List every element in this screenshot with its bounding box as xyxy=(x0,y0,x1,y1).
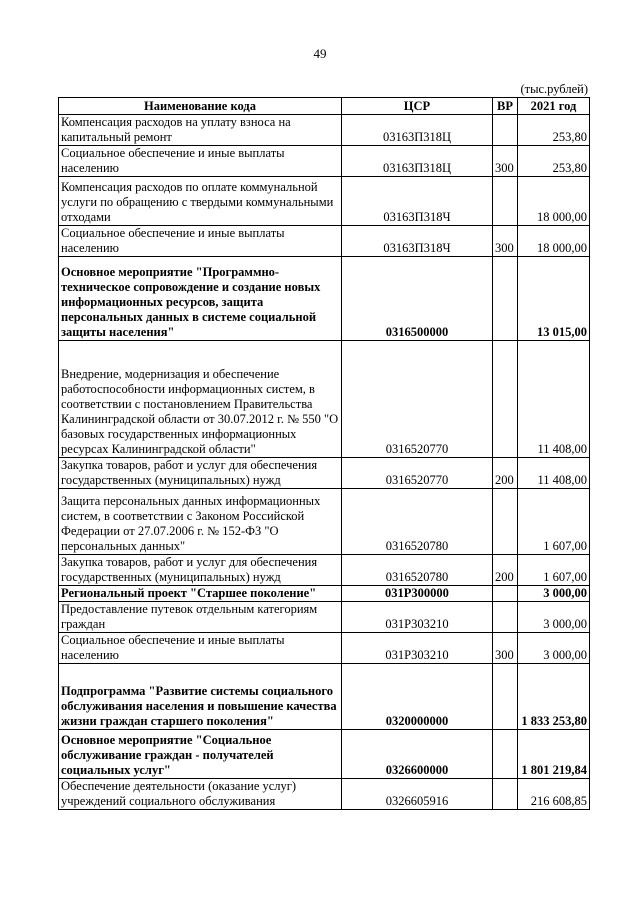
row-csr: 0326600000 xyxy=(342,730,493,779)
page-number: 49 xyxy=(313,46,327,61)
row-csr: 03163П318Ч xyxy=(342,177,493,226)
row-vr xyxy=(493,177,518,226)
row-vr xyxy=(493,489,518,555)
row-vr xyxy=(493,664,518,730)
row-name: Защита персональных данных информационных систем, в соответствии с Законом Российской Федерации от 27.07.2006 г. № 152-ФЗ "О персональных данных" xyxy=(59,489,342,555)
row-amount: 18 000,00 xyxy=(518,226,590,257)
row-amount: 1 833 253,80 xyxy=(518,664,590,730)
row-name: Социальное обеспечение и иные выплаты населению xyxy=(59,146,342,177)
table-row xyxy=(59,341,590,458)
row-amount: 1 801 219,84 xyxy=(518,730,590,779)
table-row xyxy=(59,489,590,555)
row-name: Обеспечение деятельности (оказание услуг) учреждений социального обслуживания xyxy=(59,779,342,810)
row-name: Компенсация расходов на уплату взноса на капитальный ремонт xyxy=(59,115,342,146)
row-amount: 216 608,85 xyxy=(518,779,590,810)
table-row xyxy=(59,779,590,810)
table-row xyxy=(59,633,590,664)
row-name: Социальное обеспечение и иные выплаты населению xyxy=(59,226,342,257)
row-name: Основное мероприятие "Социальное обслуживание граждан - получателей социальных услуг" xyxy=(59,730,342,779)
row-vr xyxy=(493,341,518,458)
row-vr xyxy=(493,602,518,633)
row-csr: 0316520780 xyxy=(342,555,493,586)
row-vr xyxy=(493,586,518,602)
row-csr: 0316520780 xyxy=(342,489,493,555)
row-vr: 300 xyxy=(493,633,518,664)
row-name: Компенсация расходов по оплате коммунальной услуги по обращению с твердыми коммунальными отходами xyxy=(59,177,342,226)
row-csr: 031P300000 xyxy=(342,586,493,602)
row-amount: 3 000,00 xyxy=(518,633,590,664)
table-row xyxy=(59,602,590,633)
header-csr: ЦСР xyxy=(342,98,493,115)
row-name: Подпрограмма "Развитие системы социального обслуживания населения и повышение качества жизни граждан старшего поколения" xyxy=(59,664,342,730)
table-row xyxy=(59,586,590,602)
row-csr: 0326605916 xyxy=(342,779,493,810)
row-vr xyxy=(493,115,518,146)
row-vr: 300 xyxy=(493,226,518,257)
table-row xyxy=(59,458,590,489)
row-amount: 253,80 xyxy=(518,146,590,177)
header-name: Наименование кода xyxy=(59,98,342,115)
row-amount: 253,80 xyxy=(518,115,590,146)
header-vr: ВР xyxy=(493,98,518,115)
table-row xyxy=(59,730,590,779)
row-csr: 03163П318Ц xyxy=(342,146,493,177)
row-amount: 3 000,00 xyxy=(518,602,590,633)
table-row xyxy=(59,664,590,730)
row-csr: 03163П318Ц xyxy=(342,115,493,146)
row-amount: 18 000,00 xyxy=(518,177,590,226)
table-row xyxy=(59,177,590,226)
row-vr xyxy=(493,730,518,779)
row-amount: 1 607,00 xyxy=(518,489,590,555)
budget-table xyxy=(58,97,590,810)
row-csr: 031P303210 xyxy=(342,602,493,633)
table-row xyxy=(59,555,590,586)
row-amount: 11 408,00 xyxy=(518,458,590,489)
row-csr: 0316520770 xyxy=(342,458,493,489)
row-vr xyxy=(493,257,518,341)
row-name: Региональный проект "Старшее поколение" xyxy=(59,586,342,602)
row-csr: 0320000000 xyxy=(342,664,493,730)
units-label: (тыс.рублей) xyxy=(520,82,588,96)
table-row xyxy=(59,257,590,341)
row-name: Закупка товаров, работ и услуг для обеспечения государственных (муниципальных) нужд xyxy=(59,555,342,586)
row-name: Закупка товаров, работ и услуг для обеспечения государственных (муниципальных) нужд xyxy=(59,458,342,489)
table-row xyxy=(59,226,590,257)
row-amount: 11 408,00 xyxy=(518,341,590,458)
row-vr: 200 xyxy=(493,458,518,489)
row-name: Основное мероприятие "Программно-техническое сопровождение и создание новых информационных ресурсов, защита персональных данных в системе социальной защиты населения" xyxy=(59,257,342,341)
row-amount: 3 000,00 xyxy=(518,586,590,602)
row-csr: 0316520770 xyxy=(342,341,493,458)
row-name: Внедрение, модернизация и обеспечение работоспособности информационных систем, в соответствии с постановлением Правительства Калининградской области от 30.07.2012 г. № 550 "О базовых государственных информационных ресурсах Калининградской области" xyxy=(59,341,342,458)
header-year: 2021 год xyxy=(518,98,590,115)
row-name: Социальное обеспечение и иные выплаты населению xyxy=(59,633,342,664)
row-csr: 0316500000 xyxy=(342,257,493,341)
row-vr xyxy=(493,779,518,810)
table-row xyxy=(59,146,590,177)
row-csr: 03163П318Ч xyxy=(342,226,493,257)
row-vr: 200 xyxy=(493,555,518,586)
row-amount: 13 015,00 xyxy=(518,257,590,341)
row-name: Предоставление путевок отдельным категориям граждан xyxy=(59,602,342,633)
row-vr: 300 xyxy=(493,146,518,177)
row-csr: 031P303210 xyxy=(342,633,493,664)
table-header-row xyxy=(59,98,590,115)
row-amount: 1 607,00 xyxy=(518,555,590,586)
table-row xyxy=(59,115,590,146)
